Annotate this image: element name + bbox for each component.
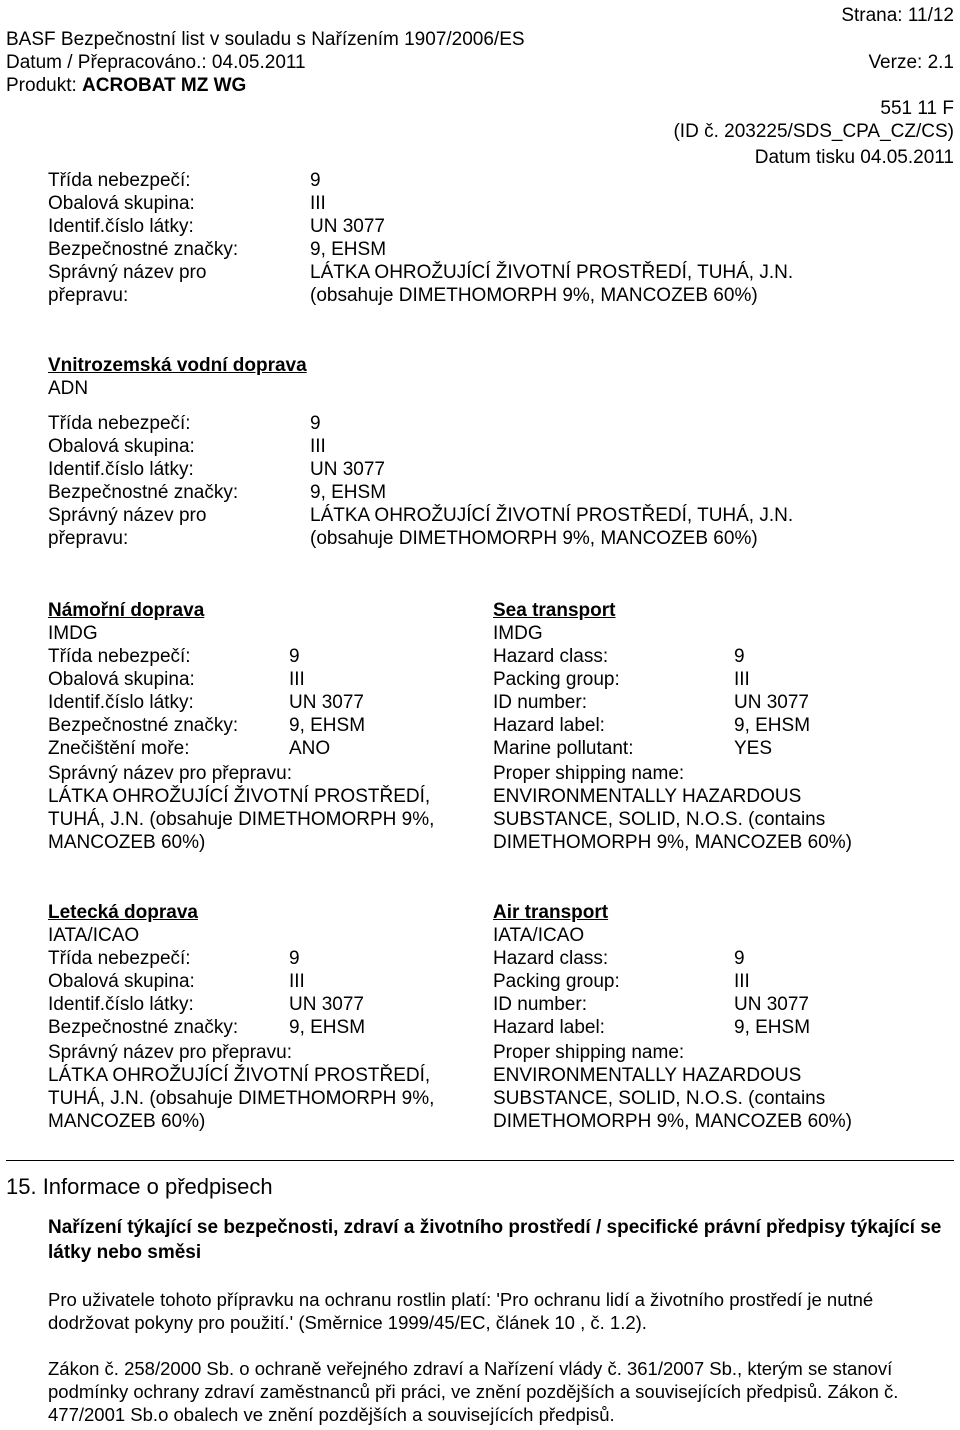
print-date: Datum tisku 04.05.2011	[754, 147, 954, 168]
table-row: Bezpečnostné značky: 9, EHSM	[48, 239, 387, 260]
table-row: přepravu: (obsahuje DIMETHOMORPH 9%, MANCOZEB 60%)	[48, 528, 758, 549]
page-number: Strana: 11/12	[841, 5, 954, 26]
section-subheading: Nařízení týkající se bezpečnosti, zdraví a životního prostředí / specifické právní předpisy týkající se látky nebo směsi	[48, 1217, 942, 1263]
section-title-air-en: Air transport	[493, 902, 609, 923]
table-row: Obalová skupina: III Packing group: III	[48, 971, 750, 992]
section-title-sea-en: Sea transport	[493, 600, 616, 621]
section-title-sea-cz: Námořní doprava	[48, 600, 205, 621]
product-name-value: ACROBAT MZ WG	[82, 75, 247, 96]
shipping-name-cz: Správný název pro přepravu: LÁTKA OHROŽUJÍCÍ ŽIVOTNÍ PROSTŘEDÍ, TUHÁ, J.N. (obsahuje DIMETHOMORPH 9%, MANCOZEB 60%)	[48, 763, 435, 853]
shipping-name-cz: Správný název pro přepravu: LÁTKA OHROŽUJÍCÍ ŽIVOTNÍ PROSTŘEDÍ, TUHÁ, J.N. (obsahuje DIMETHOMORPH 9%, MANCOZEB 60%)	[48, 1042, 435, 1132]
document-id: (ID č. 203225/SDS_CPA_CZ/CS)	[673, 121, 954, 142]
table-row: Obalová skupina: III Packing group: III	[48, 669, 750, 690]
table-row: Identif.číslo látky: UN 3077 ID number: UN 3077	[48, 994, 809, 1015]
table-row: přepravu: (obsahuje DIMETHOMORPH 9%, MANCOZEB 60%)	[48, 285, 758, 306]
section-title-air-cz: Letecká doprava	[48, 902, 198, 923]
paragraph: Zákon č. 258/2000 Sb. o ochraně veřejného zdraví a Nařízení vlády č. 361/2007 Sb., kterým se stanoví podmínky ochrany zdraví zaměstnanců při práci, ve znění pozdějších a souvisejících předpisů. Zákon č. 477/2001 Sb.o obalech ve znění pozdějších a souvisejících předpisů.	[48, 1358, 899, 1425]
table-row: Identif.číslo látky: UN 3077	[48, 459, 385, 480]
regulation-code: IMDG	[48, 623, 98, 644]
paragraph: Pro uživatele tohoto přípravku na ochranu rostlin platí: 'Pro ochranu lidí a životního prostředí je nutné dodržovat pokyny pro použití.' (Směrnice 1999/45/EC, článek 10 , č. 1.2).	[48, 1289, 874, 1333]
table-row: Třída nebezpečí: 9	[48, 170, 321, 191]
header-version: Verze: 2.1	[868, 52, 954, 73]
table-row: Třída nebezpečí: 9 Hazard class: 9	[48, 948, 745, 969]
product-name: Produkt: ACROBAT MZ WG	[6, 75, 247, 96]
table-row: Identif.číslo látky: UN 3077 ID number: UN 3077	[48, 692, 809, 713]
header-title: BASF Bezpečnostní list v souladu s Nařízením 1907/2006/ES	[6, 29, 525, 50]
regulation-code: IMDG	[493, 623, 543, 644]
section-divider	[6, 1160, 954, 1161]
header-date: Datum / Přepracováno.: 04.05.2011	[6, 52, 306, 73]
shipping-name-en: Proper shipping name: ENVIRONMENTALLY HAZARDOUS SUBSTANCE, SOLID, N.O.S. (contains DIMETHOMORPH 9%, MANCOZEB 60%)	[493, 763, 852, 853]
table-row: Identif.číslo látky: UN 3077	[48, 216, 385, 237]
table-row: Bezpečnostné značky: 9, EHSM Hazard label: 9, EHSM	[48, 715, 811, 736]
table-row: Třída nebezpečí: 9	[48, 413, 321, 434]
regulation-code: IATA/ICAO	[493, 925, 585, 946]
table-row: Obalová skupina: III	[48, 436, 326, 457]
section-heading: 15. Informace o předpisech	[6, 1174, 273, 1199]
regulation-code: ADN	[48, 378, 89, 399]
shipping-name-en: Proper shipping name: ENVIRONMENTALLY HAZARDOUS SUBSTANCE, SOLID, N.O.S. (contains DIMETHOMORPH 9%, MANCOZEB 60%)	[493, 1042, 852, 1132]
table-row: Obalová skupina: III	[48, 193, 326, 214]
table-row: Bezpečnostné značky: 9, EHSM Hazard label: 9, EHSM	[48, 1017, 811, 1038]
table-row: Bezpečnostné značky: 9, EHSM	[48, 482, 387, 503]
table-row: Třída nebezpečí: 9 Hazard class: 9	[48, 646, 745, 667]
regulation-code: IATA/ICAO	[48, 925, 140, 946]
table-row: Znečištění moře: ANO Marine pollutant: YES	[48, 738, 773, 759]
section-title-inland: Vnitrozemská vodní doprava	[48, 355, 307, 376]
product-code: 551 11 F	[880, 98, 954, 119]
table-row: Správný název pro LÁTKA OHROŽUJÍCÍ ŽIVOTNÍ PROSTŘEDÍ, TUHÁ, J.N.	[48, 262, 794, 283]
table-row: Správný název pro LÁTKA OHROŽUJÍCÍ ŽIVOTNÍ PROSTŘEDÍ, TUHÁ, J.N.	[48, 505, 794, 526]
product-label	[6, 74, 246, 97]
